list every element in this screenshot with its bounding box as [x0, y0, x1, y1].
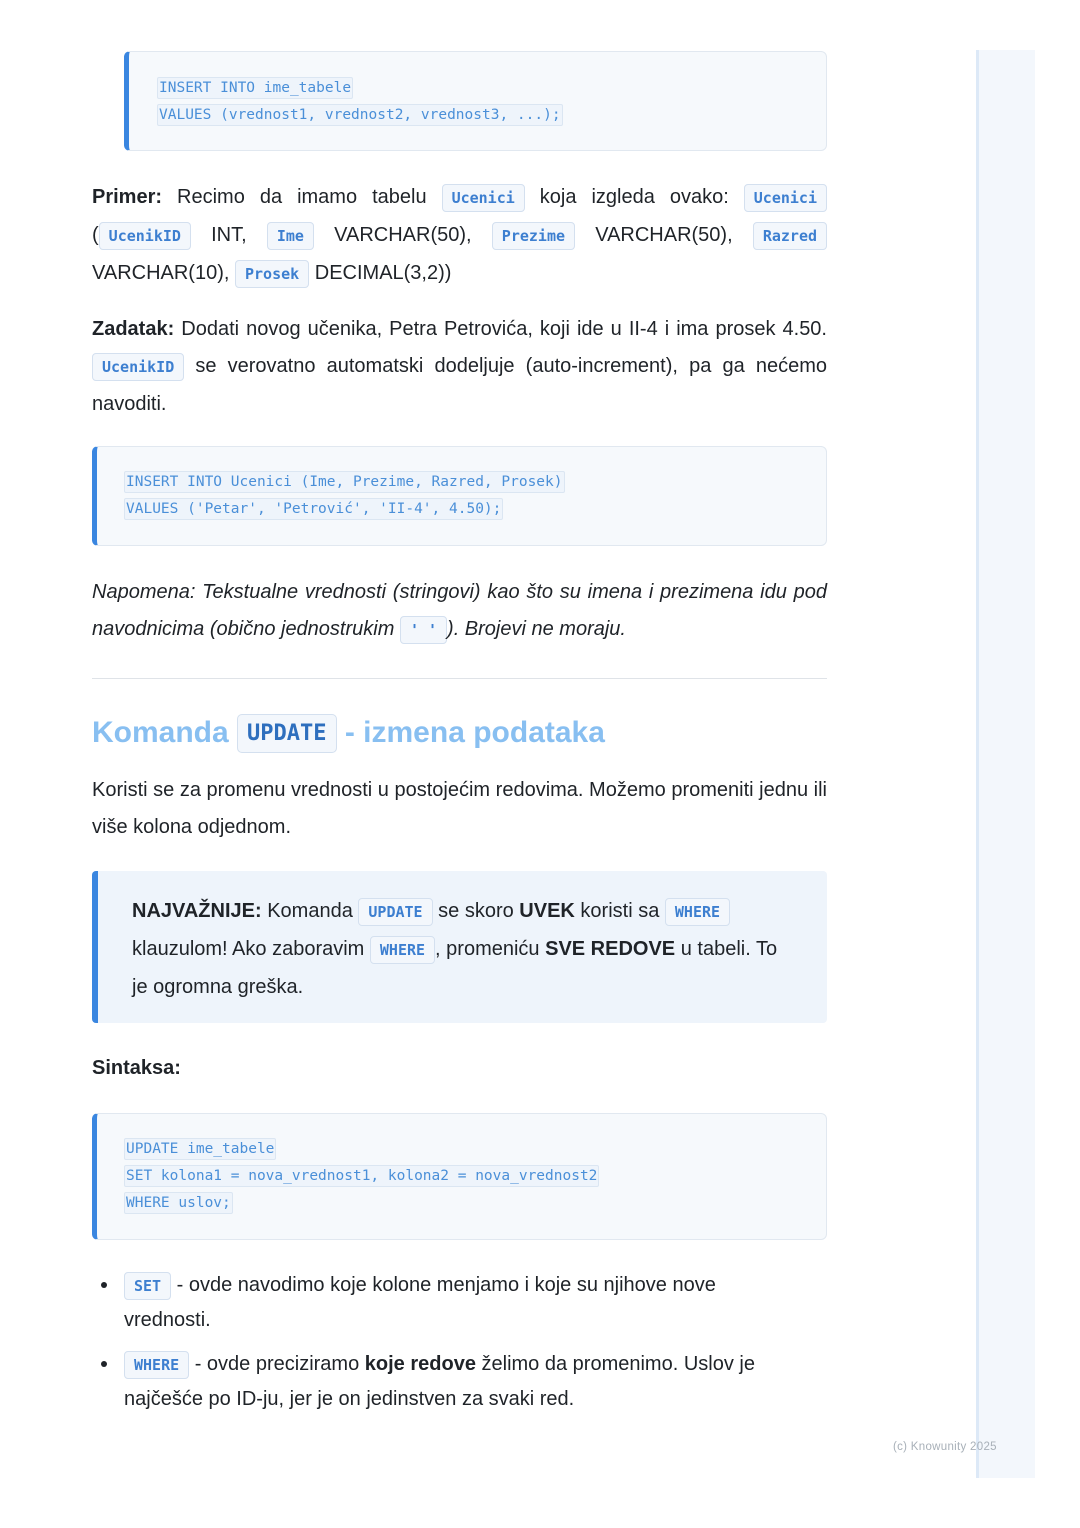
heading-text: Komanda: [92, 716, 238, 749]
text: koja izgleda ovako:: [524, 186, 744, 208]
text: želimo da promenimo. Uslov je najčešće po ID-ju, jer je on jedinstven za svaki red.: [124, 1353, 755, 1410]
code-block-update-syntax: [92, 1113, 827, 1240]
text: se verovatno automatski dodeljuje (auto-increment), pa ga nećemo navoditi.: [92, 355, 827, 415]
inline-code: Ucenici: [744, 184, 827, 212]
inline-code: ' ': [400, 616, 447, 644]
text: - ovde navodimo koje kolone menjamo i koje su njihove nove vrednosti.: [124, 1274, 716, 1331]
text: Dodati novog učenika, Petra Petrovića, koji ide u II-4 i ima prosek 4.50.: [174, 318, 827, 340]
text: Recimo da imamo tabelu: [162, 186, 442, 208]
important-callout: [92, 871, 827, 1023]
code-line: INSERT INTO ime_tabele: [157, 77, 353, 99]
text: ). Brojevi ne moraju.: [447, 618, 626, 640]
syntax-label: [92, 1050, 827, 1087]
inline-code: WHERE: [665, 898, 730, 926]
code-lines: [124, 469, 826, 523]
copyright-footer: (c) Knowunity 2025: [893, 1441, 997, 1453]
code-line: WHERE uslov;: [124, 1192, 233, 1214]
inline-code: Prosek: [235, 260, 309, 288]
text: VARCHAR(50),: [313, 224, 492, 246]
section-heading: [92, 711, 827, 756]
list-item: [92, 1268, 792, 1337]
code-line: UPDATE ime_tabele: [124, 1138, 276, 1160]
inline-code: Razred: [753, 222, 827, 250]
section-divider: [92, 678, 827, 679]
code-block-insert-example: [92, 446, 827, 546]
text: klauzulom! Ako zaboravim: [132, 938, 370, 960]
inline-code: WHERE: [124, 1351, 189, 1379]
code-block-insert-syntax: [124, 51, 827, 151]
code-line: SET kolona1 = nova_vrednost1, kolona2 = nova_vrednost2: [124, 1165, 599, 1187]
note-paragraph: [92, 574, 827, 649]
inline-code: UcenikID: [99, 222, 191, 250]
explanation-list: [92, 1268, 792, 1426]
heading-code: UPDATE: [237, 714, 336, 753]
task-paragraph: [92, 311, 827, 423]
code-line: INSERT INTO Ucenici (Ime, Prezime, Razred, Prosek): [124, 471, 565, 493]
text: VARCHAR(10),: [92, 262, 235, 284]
inline-code: UPDATE: [358, 898, 432, 926]
text: VARCHAR(50),: [575, 224, 753, 246]
text: u tabeli. To je ogromna greška.: [132, 938, 778, 998]
syntax-label-text: Sintaksa:: [92, 1057, 181, 1079]
heading-text: - izmena podataka: [336, 716, 605, 749]
task-label: Zadatak:: [92, 318, 175, 340]
text: DECIMAL(3,2)): [309, 262, 452, 284]
text: Napomena: Tekstualne vrednosti (stringovi) kao što su imena i prezimena idu pod navodnicima (obično jednostrukim: [92, 581, 827, 640]
example-label: Primer:: [92, 186, 163, 208]
bold-text: UVEK: [519, 900, 575, 922]
callout-label: NAJVAŽNIJE:: [132, 900, 262, 922]
text: INT,: [190, 224, 267, 246]
code-line: VALUES ('Petar', 'Petrović', 'II-4', 4.50);: [124, 498, 503, 520]
list-item: [92, 1347, 792, 1416]
callout-text: [132, 893, 795, 1006]
code-line: VALUES (vrednost1, vrednost2, vrednost3, ...);: [157, 104, 563, 126]
inline-code: WHERE: [370, 936, 435, 964]
bold-text: koje redove: [364, 1353, 476, 1375]
inline-code: Ime: [267, 222, 314, 250]
bold-text: SVE REDOVE: [545, 938, 676, 960]
example-paragraph: [92, 179, 827, 293]
right-sidebar-panel: [976, 50, 1035, 1478]
inline-code: Prezime: [492, 222, 575, 250]
text: se skoro: [432, 900, 520, 922]
code-lines: [157, 75, 826, 129]
inline-code: Ucenici: [442, 184, 525, 212]
intro-paragraph: Koristi se za promenu vrednosti u postojećim redovima. Možemo promeniti jednu ili više kolona odjednom.: [92, 779, 827, 838]
inline-code: SET: [124, 1272, 171, 1300]
text: (: [92, 224, 99, 246]
inline-code: UcenikID: [92, 353, 184, 381]
code-lines: [124, 1136, 826, 1217]
text: - ovde preciziramo: [189, 1353, 365, 1375]
text: koristi sa: [574, 900, 665, 922]
text: , promeniću: [435, 938, 546, 960]
text: Komanda: [261, 900, 359, 922]
